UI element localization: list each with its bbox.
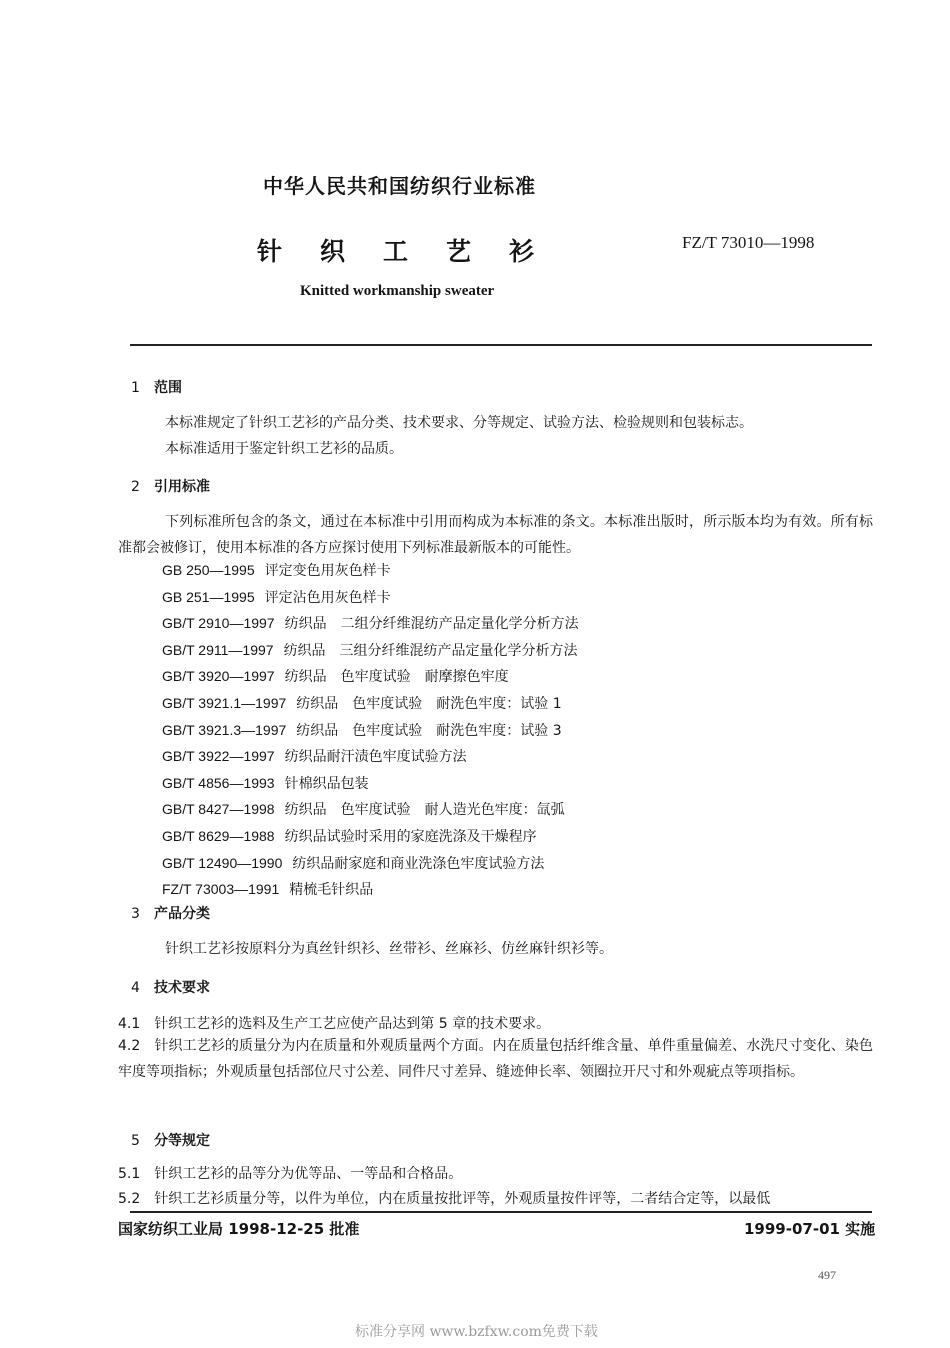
header-divider (130, 344, 872, 346)
section-number: 2 (131, 479, 140, 495)
reference-title: 纺织品 色牢度试验 耐洗色牢度：试验 1 (296, 695, 562, 712)
section-number: 5 (131, 1133, 140, 1149)
reference-title: 纺织品 三组分纤维混纺产品定量化学分析方法 (283, 642, 578, 659)
footer-divider (130, 1211, 872, 1213)
reference-code: GB 250—1995 (162, 562, 255, 578)
section-title: 范围 (154, 380, 182, 396)
reference-title: 纺织品 二组分纤维混纺产品定量化学分析方法 (284, 616, 579, 633)
reference-item (162, 718, 579, 745)
section-5-heading (131, 1130, 210, 1150)
section-number: 1 (131, 380, 140, 396)
reference-title: 评定沾色用灰色样卡 (264, 589, 391, 606)
section-3-heading (131, 903, 210, 923)
reference-title: 评定变色用灰色样卡 (264, 563, 391, 579)
reference-code: GB/T 8427—1998 (162, 801, 275, 818)
section-number: 4 (131, 980, 140, 996)
section-title: 产品分类 (154, 906, 210, 922)
reference-item (162, 877, 579, 904)
section-4-heading (131, 977, 210, 997)
reference-item (162, 638, 579, 665)
reference-title: 针棉织品包装 (284, 775, 369, 792)
reference-item (162, 797, 579, 824)
approval-statement: 国家纺织工业局 1998-12-25 批准 (118, 1220, 360, 1238)
reference-item (162, 664, 579, 691)
watermark-text: 标准分享网 www.bzfxw.com免费下载 (355, 1324, 598, 1340)
reference-code: GB/T 3922—1997 (162, 748, 275, 765)
reference-item (162, 611, 579, 638)
reference-code: GB/T 3921.1—1997 (162, 694, 287, 711)
reference-item (162, 691, 579, 718)
reference-item (162, 824, 579, 851)
reference-code: GB 251—1995 (162, 588, 255, 605)
clause-4-2: 4.2 针织工艺衫的质量分为内在质量和外观质量两个方面。内在质量包括纤维含量、单件重量偏差、水洗尺寸变化、染色牢度等项指标；外观质量包括部位尺寸公差、同件尺寸差异、缝迹伸长率、领圈拉开尺寸和外观疵点等项指标。 (118, 1038, 873, 1080)
section-title: 分等规定 (154, 1133, 210, 1149)
reference-title: 纺织品 色牢度试验 耐摩擦色牢度 (284, 669, 509, 686)
reference-code: FZ/T 73003—1991 (162, 881, 280, 898)
effective-date: 1999-07-01 实施 (744, 1220, 876, 1238)
reference-title: 纺织品耐家庭和商业洗涤色牢度试验方法 (292, 855, 545, 872)
reference-item (162, 585, 579, 612)
reference-list (162, 558, 579, 904)
reference-item (162, 851, 579, 878)
paragraph: 下列标准所包含的条文，通过在本标准中引用而构成为本标准的条文。本标准出版时，所示版本均为有效。所有标准都会被修订，使用本标准的各方应探讨使用下列标准最新版本的可能性。 (118, 514, 873, 556)
section-title: 引用标准 (154, 479, 210, 495)
reference-title: 精梳毛针织品 (289, 882, 374, 899)
reference-item (162, 744, 579, 771)
clause-4-1: 4.1 针织工艺衫的选料及生产工艺应使产品达到第 5 章的技术要求。 (118, 1016, 551, 1032)
reference-code: GB/T 3921.3—1997 (162, 721, 287, 738)
clause-5-1: 5.1 针织工艺衫的品等分为优等品、一等品和合格品。 (118, 1166, 463, 1182)
reference-title: 纺织品试验时采用的家庭洗涤及干燥程序 (284, 828, 537, 845)
paragraph: 本标准适用于鉴定针织工艺衫的品质。 (165, 441, 403, 457)
section-title: 技术要求 (154, 980, 210, 996)
reference-title: 纺织品 色牢度试验 耐人造光色牢度：氙弧 (284, 802, 565, 819)
section-1-heading (131, 377, 182, 397)
section-2-heading (131, 476, 210, 496)
reference-code: GB/T 2910—1997 (162, 615, 275, 632)
reference-item (162, 558, 579, 585)
section-number: 3 (131, 906, 140, 922)
reference-code: GB/T 8629—1988 (162, 827, 275, 844)
clause-5-2: 5.2 针织工艺衫质量分等，以件为单位，内在质量按批评等，外观质量按件评等，二者结合定等，以最低 (118, 1191, 771, 1207)
standard-code: FZ/T 73010—1998 (682, 233, 815, 252)
reference-code: GB/T 3920—1997 (162, 668, 275, 685)
page-number: 497 (818, 1268, 836, 1282)
reference-code: GB/T 2911—1997 (162, 641, 274, 658)
header-organization: 中华人民共和国纺织行业标准 (263, 174, 536, 198)
paragraph: 针织工艺衫按原料分为真丝针织衫、丝带衫、丝麻衫、仿丝麻针织衫等。 (165, 941, 613, 957)
reference-title: 纺织品 色牢度试验 耐洗色牢度：试验 3 (296, 722, 562, 739)
reference-code: GB/T 12490—1990 (162, 854, 283, 871)
paragraph: 本标准规定了针织工艺衫的产品分类、技术要求、分等规定、试验方法、检验规则和包装标志。 (165, 415, 753, 431)
reference-title: 纺织品耐汗渍色牢度试验方法 (284, 749, 467, 766)
reference-code: GB/T 4856—1993 (162, 774, 275, 791)
document-title-english: Knitted workmanship sweater (300, 283, 495, 299)
document-title-chinese: 针织工艺衫 (257, 237, 573, 266)
reference-item (162, 771, 579, 798)
